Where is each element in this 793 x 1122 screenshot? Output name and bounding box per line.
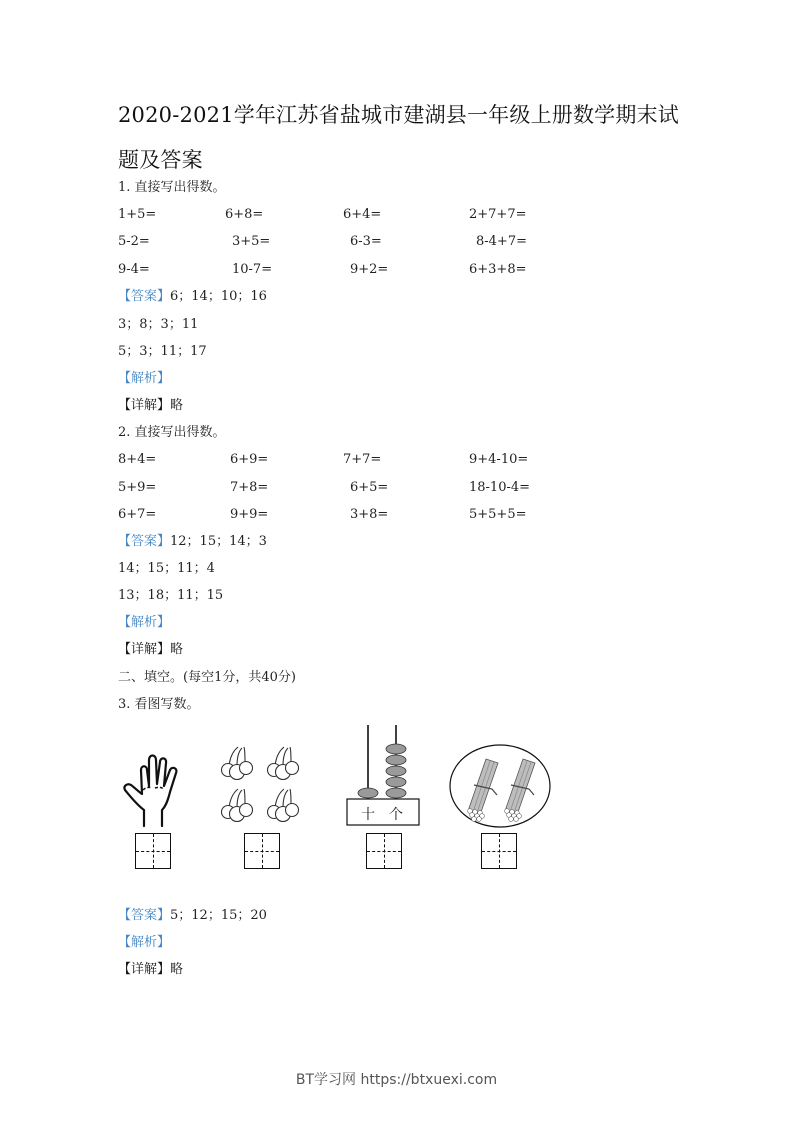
equation: 9+4-10= bbox=[469, 452, 529, 467]
q2-heading: 2. 直接写出得数。 bbox=[118, 425, 226, 440]
equation: 2+7+7= bbox=[469, 207, 527, 222]
q1-row-1 bbox=[118, 206, 578, 224]
cherries-icon bbox=[218, 745, 314, 831]
abacus-icon bbox=[345, 720, 423, 828]
answer-text: 6；14；10；16 bbox=[170, 289, 267, 304]
equation: 1+5= bbox=[118, 207, 157, 222]
q1-analysis-tag: 【解析】 bbox=[118, 371, 171, 386]
equation: 3+5= bbox=[232, 234, 271, 249]
answer-text: 12；15；14；3 bbox=[170, 534, 267, 549]
q1-detail bbox=[118, 397, 183, 415]
title-line-2: 题及答案 bbox=[118, 148, 203, 172]
q1-row-3 bbox=[118, 261, 578, 279]
hand-five-fingers-icon bbox=[122, 748, 192, 828]
detail-text: 略 bbox=[170, 642, 184, 657]
equation: 6-3= bbox=[350, 234, 382, 249]
q1-row-2 bbox=[118, 233, 578, 251]
equation: 10-7= bbox=[232, 262, 273, 277]
title-line-1: 2020-2021学年江苏省盐城市建湖县一年级上册数学期末试 bbox=[118, 103, 679, 127]
abacus-ones-label: 个 bbox=[389, 807, 403, 823]
equation: 6+8= bbox=[225, 207, 264, 222]
q2-answer bbox=[118, 533, 267, 551]
q1-answer-line-3: 5；3；11；17 bbox=[118, 344, 207, 359]
q2-answer-line-3: 13；18；11；15 bbox=[118, 588, 224, 603]
q2-analysis-tag: 【解析】 bbox=[118, 615, 171, 630]
q2-row-3 bbox=[118, 506, 578, 524]
q3-heading: 3. 看图写数。 bbox=[118, 697, 200, 712]
answer-tag: 【答案】 bbox=[118, 534, 171, 549]
page-title bbox=[118, 93, 688, 183]
equation: 6+5= bbox=[350, 480, 389, 495]
section-2-heading: 二、填空。(每空1分，共40分) bbox=[118, 670, 296, 685]
answer-box-4[interactable] bbox=[481, 833, 517, 869]
q1-answer bbox=[118, 288, 267, 306]
equation: 9+2= bbox=[350, 262, 389, 277]
equation: 7+8= bbox=[230, 480, 269, 495]
detail-tag: 【详解】 bbox=[118, 398, 171, 413]
equation: 7+7= bbox=[343, 452, 382, 467]
answer-box-2[interactable] bbox=[244, 833, 280, 869]
equation: 5+9= bbox=[118, 480, 157, 495]
answer-tag: 【答案】 bbox=[118, 289, 171, 304]
q2-detail bbox=[118, 641, 183, 659]
q1-answer-line-2: 3；8；3；11 bbox=[118, 317, 199, 332]
equation: 9+9= bbox=[230, 507, 269, 522]
equation: 6+4= bbox=[343, 207, 382, 222]
equation: 6+3+8= bbox=[469, 262, 527, 277]
q3-answer bbox=[118, 907, 267, 925]
answer-box-1[interactable] bbox=[135, 833, 171, 869]
answer-box-3[interactable] bbox=[366, 833, 402, 869]
equation: 8-4+7= bbox=[476, 234, 527, 249]
answer-text: 5；12；15；20 bbox=[170, 908, 267, 923]
equation: 6+9= bbox=[230, 452, 269, 467]
q2-row-2 bbox=[118, 479, 578, 497]
detail-tag: 【详解】 bbox=[118, 642, 171, 657]
q3-figures bbox=[118, 720, 568, 880]
equation: 8+4= bbox=[118, 452, 157, 467]
abacus-tens-label: 十 bbox=[361, 807, 375, 823]
equation: 9-4= bbox=[118, 262, 150, 277]
q1-heading: 1. 直接写出得数。 bbox=[118, 180, 226, 195]
detail-text: 略 bbox=[170, 398, 184, 413]
equation: 3+8= bbox=[350, 507, 389, 522]
q3-detail bbox=[118, 961, 183, 979]
equation: 5+5+5= bbox=[469, 507, 527, 522]
equation: 6+7= bbox=[118, 507, 157, 522]
detail-text: 略 bbox=[170, 962, 184, 977]
q2-row-1 bbox=[118, 451, 578, 469]
equation: 18-10-4= bbox=[469, 480, 531, 495]
stick-bundles-icon bbox=[448, 743, 552, 829]
q2-answer-line-2: 14；15；11；4 bbox=[118, 561, 215, 576]
q3-analysis-tag: 【解析】 bbox=[118, 935, 171, 950]
watermark-footer: BT学习网 https://btxuexi.com bbox=[295, 1072, 498, 1088]
answer-tag: 【答案】 bbox=[118, 908, 171, 923]
detail-tag: 【详解】 bbox=[118, 962, 171, 977]
equation: 5-2= bbox=[118, 234, 150, 249]
